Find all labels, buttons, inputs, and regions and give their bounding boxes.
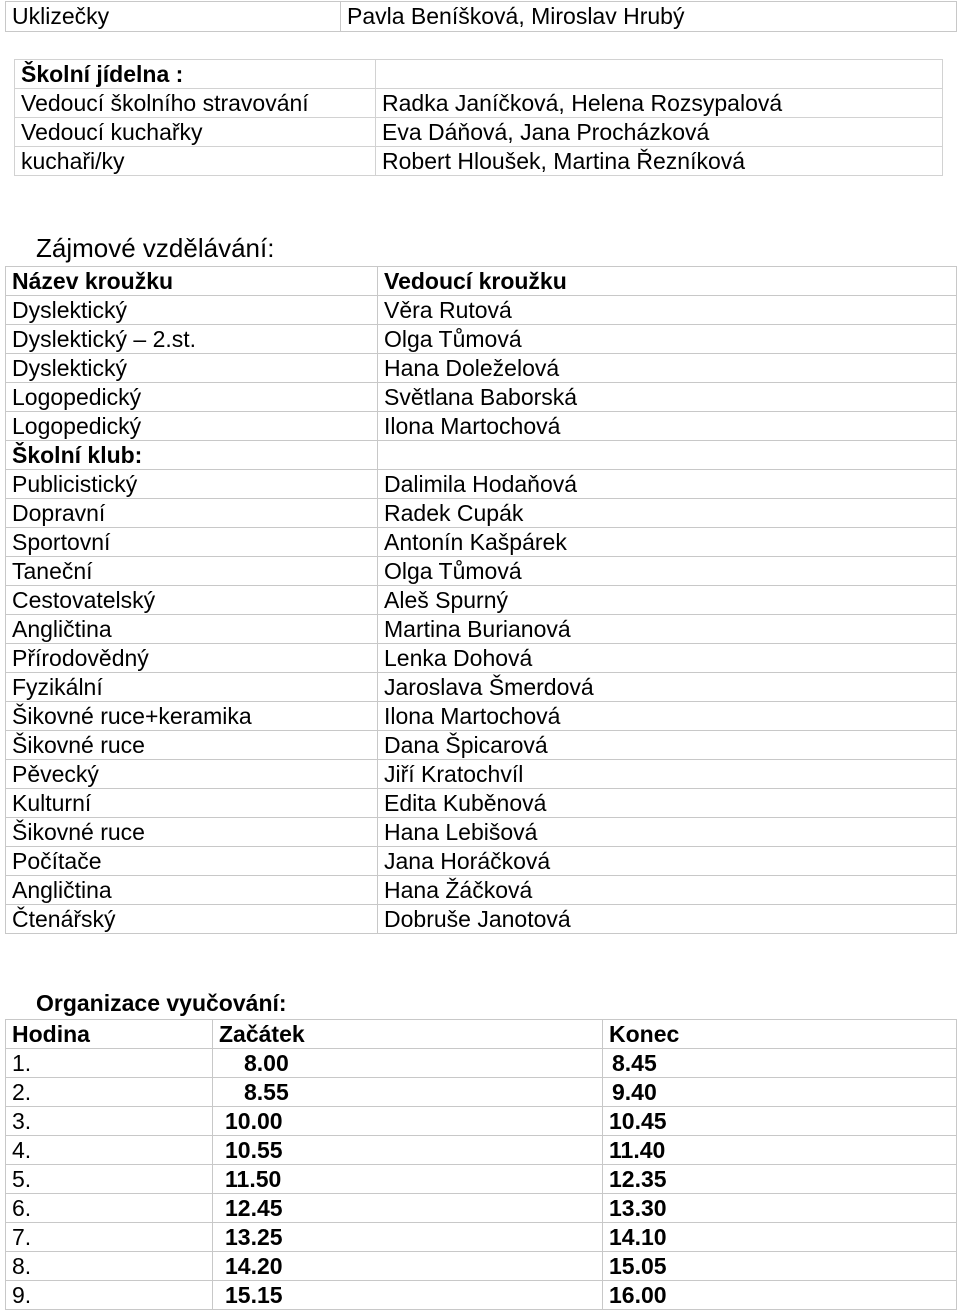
table-row [6,1136,957,1165]
canteen-names: Robert Hloušek, Martina Řezníková [376,147,943,176]
club-leader: Dobruše Janotová [378,905,957,934]
canteen-names: Radka Janíčková, Helena Rozsypalová [376,89,943,118]
club-leader: Jiří Kratochvíl [378,760,957,789]
table-row [6,325,957,354]
lesson-end: 15.05 [603,1252,957,1281]
lesson-end: 8.45 [603,1049,957,1078]
table-row [6,412,957,441]
interest-heading: Zájmové vzdělávání: [36,233,275,263]
table-row [6,2,957,32]
empty-cell [376,60,943,89]
table-row [6,1194,957,1223]
table-row [6,673,957,702]
club-name: Dyslektický [6,354,378,383]
table-row [6,1165,957,1194]
club-name: Logopedický [6,383,378,412]
club-leader: Olga Tůmová [378,325,957,354]
club-name: Pěvecký [6,760,378,789]
club-name: Cestovatelský [6,586,378,615]
table-header-row [6,1020,957,1049]
staff-value: Pavla Beníšková, Miroslav Hrubý [341,2,957,32]
lesson-number: 7. [6,1223,213,1252]
column-header-end: Konec [603,1020,957,1049]
lesson-start: 11.50 [213,1165,603,1194]
lesson-start: 12.45 [213,1194,603,1223]
lesson-start: 15.15 [213,1281,603,1310]
table-row [6,1252,957,1281]
club-name: Taneční [6,557,378,586]
club-leader: Hana Doleželová [378,354,957,383]
club-leader [378,441,957,470]
table-row [6,528,957,557]
club-leader: Jana Horáčková [378,847,957,876]
column-header-start: Začátek [213,1020,603,1049]
lesson-number: 1. [6,1049,213,1078]
table-row [6,847,957,876]
staff-top-table [5,1,957,32]
table-row [6,1049,957,1078]
club-name: Dyslektický – 2.st. [6,325,378,354]
lesson-end: 14.10 [603,1223,957,1252]
table-row [6,383,957,412]
lesson-start: 10.00 [213,1107,603,1136]
lesson-start: 13.25 [213,1223,603,1252]
table-row [6,296,957,325]
table-row [6,615,957,644]
club-name: Kulturní [6,789,378,818]
canteen-role: Vedoucí kuchařky [15,118,376,147]
lesson-number: 3. [6,1107,213,1136]
table-row [6,760,957,789]
club-leader: Olga Tůmová [378,557,957,586]
lesson-number: 4. [6,1136,213,1165]
table-row [6,702,957,731]
table-row [6,644,957,673]
lesson-start: 10.55 [213,1136,603,1165]
lesson-end: 16.00 [603,1281,957,1310]
table-row [15,89,943,118]
lesson-end: 13.30 [603,1194,957,1223]
table-row [6,905,957,934]
lesson-end: 9.40 [603,1078,957,1107]
table-row [15,118,943,147]
canteen-role: Vedoucí školního stravování [15,89,376,118]
club-name: Angličtina [6,876,378,905]
table-row [6,1223,957,1252]
club-name: Školní klub: [6,441,378,470]
interest-table [5,266,957,934]
table-row [6,876,957,905]
table-row [15,60,943,89]
club-leader: Ilona Martochová [378,702,957,731]
table-row [6,557,957,586]
lesson-end: 12.35 [603,1165,957,1194]
club-leader: Lenka Dohová [378,644,957,673]
club-leader: Světlana Baborská [378,383,957,412]
club-leader: Dalimila Hodaňová [378,470,957,499]
club-leader: Aleš Spurný [378,586,957,615]
table-row [6,499,957,528]
table-row [6,818,957,847]
column-header-name: Název kroužku [6,267,378,296]
club-leader: Věra Rutová [378,296,957,325]
lesson-start: 8.00 [213,1049,603,1078]
club-name: Šikovné ruce [6,731,378,760]
table-row [6,441,957,470]
club-name: Dopravní [6,499,378,528]
lesson-end: 10.45 [603,1107,957,1136]
table-row [6,1078,957,1107]
club-leader: Hana Lebišová [378,818,957,847]
schedule-heading: Organizace vyučování: [36,990,287,1016]
club-leader: Dana Špicarová [378,731,957,760]
table-row [6,354,957,383]
club-name: Logopedický [6,412,378,441]
table-row [6,789,957,818]
club-leader: Hana Žáčková [378,876,957,905]
canteen-title: Školní jídelna : [15,60,376,89]
club-name: Sportovní [6,528,378,557]
lesson-start: 14.20 [213,1252,603,1281]
club-name: Čtenářský [6,905,378,934]
club-name: Publicistický [6,470,378,499]
canteen-table [14,59,943,176]
canteen-names: Eva Dáňová, Jana Procházková [376,118,943,147]
staff-label: Uklizečky [6,2,341,32]
lesson-number: 5. [6,1165,213,1194]
lesson-number: 9. [6,1281,213,1310]
table-row [6,731,957,760]
schedule-rows [6,1049,957,1310]
lesson-number: 6. [6,1194,213,1223]
club-name: Šikovné ruce [6,818,378,847]
column-header-leader: Vedoucí kroužku [378,267,957,296]
schedule-table [5,1019,957,1310]
club-name: Dyslektický [6,296,378,325]
lesson-end: 11.40 [603,1136,957,1165]
table-row [15,147,943,176]
club-leader: Edita Kuběnová [378,789,957,818]
table-row [6,586,957,615]
table-row [6,1281,957,1310]
club-leader: Ilona Martochová [378,412,957,441]
table-row [6,1107,957,1136]
club-leader: Jaroslava Šmerdová [378,673,957,702]
club-name: Angličtina [6,615,378,644]
table-row [6,470,957,499]
lesson-start: 8.55 [213,1078,603,1107]
interest-rows [6,296,957,934]
club-name: Fyzikální [6,673,378,702]
club-leader: Radek Cupák [378,499,957,528]
lesson-number: 2. [6,1078,213,1107]
canteen-role: kuchaři/ky [15,147,376,176]
club-name: Šikovné ruce+keramika [6,702,378,731]
club-leader: Martina Burianová [378,615,957,644]
table-header-row [6,267,957,296]
column-header-hour: Hodina [6,1020,213,1049]
club-name: Přírodovědný [6,644,378,673]
club-name: Počítače [6,847,378,876]
lesson-number: 8. [6,1252,213,1281]
canteen-rows [15,89,943,176]
club-leader: Antonín Kašpárek [378,528,957,557]
